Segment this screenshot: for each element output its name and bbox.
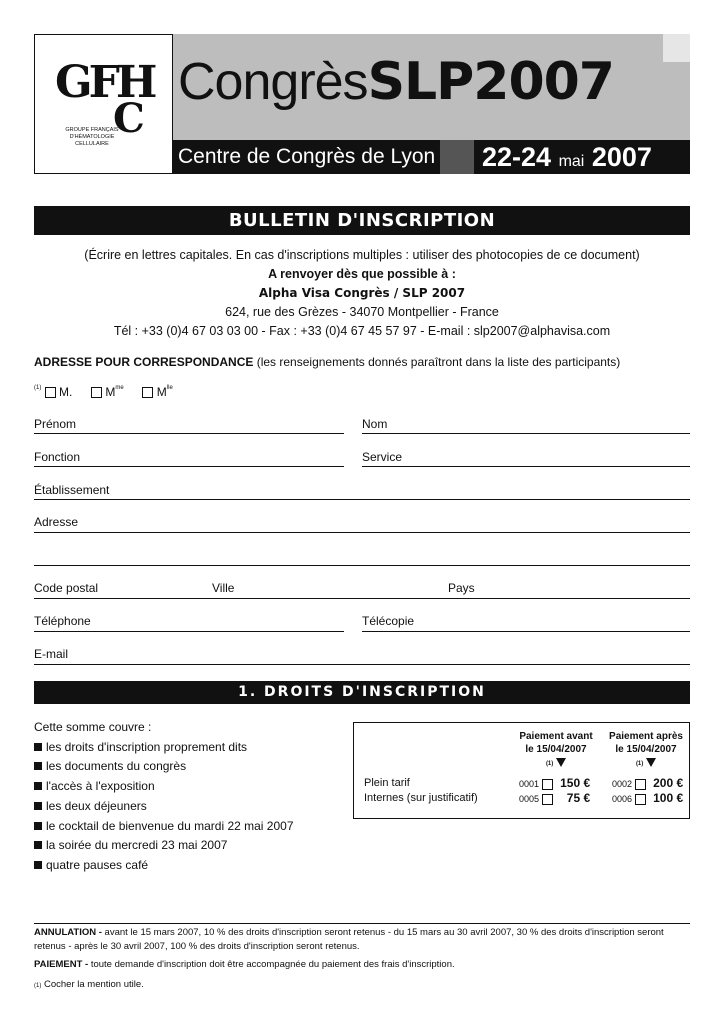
venue: Centre de Congrès de Lyon [178, 145, 436, 168]
header-corner [663, 34, 690, 62]
date-accent [440, 140, 474, 174]
civility-m: M. [59, 385, 73, 399]
annulation-text: avant le 15 mars 2007, 10 % des droits d'inscription seront retenus - du 15 mars au 30 avril 2007, 30 % des droits d'inscription seront retenus - après le 30 avril 2007, 100 % des droits d'inscription seront retenus. [34, 927, 664, 952]
bullet-icon [34, 762, 42, 770]
title-bold: SLP2007 [367, 52, 614, 112]
paiement-note [34, 958, 690, 972]
footnote-mark: (1) [34, 983, 42, 989]
footnote-mark: (1) [34, 385, 42, 391]
checkbox-mlle[interactable] [142, 387, 153, 398]
correspondence-note: (les renseignements donnés paraîtront dans la liste des participants) [256, 355, 621, 369]
row-plein-before: 0001 150 € [519, 776, 591, 790]
prenom-field[interactable] [34, 433, 344, 434]
telecopie-field[interactable] [362, 631, 690, 632]
etablissement-label: Établissement [34, 483, 110, 497]
date-year: 2007 [591, 142, 652, 172]
telephone-field[interactable] [34, 631, 344, 632]
service-label: Service [362, 450, 403, 464]
row-internes-after: 0006 100 € [612, 791, 684, 805]
checkbox-0002[interactable] [635, 779, 646, 790]
annulation-note [34, 926, 690, 954]
covers-label: Cette somme couvre : [34, 720, 152, 734]
logo-text: GROUPE FRANÇAIS D'HÉMATOLOGIE CELLULAIRE [65, 127, 119, 147]
instructions: (Écrire en lettres capitales. En cas d'inscriptions multiples : utiliser des photocopies de ce document) [84, 248, 640, 262]
prenom-label: Prénom [34, 417, 77, 431]
nom-label: Nom [362, 417, 388, 431]
logo-letter-c: C [113, 95, 145, 142]
bullet-icon [34, 802, 42, 810]
bulletin-intro [34, 246, 690, 341]
date-days: 22-24 [482, 142, 552, 172]
list-item: les droits d'inscription proprement dits [34, 738, 294, 758]
adresse-label: Adresse [34, 515, 79, 529]
bullet-icon [34, 841, 42, 849]
bulletin-title: BULLETIN D'INSCRIPTION [34, 206, 690, 235]
col-after-header: Paiement après le 15/04/2007 (1) [609, 731, 683, 767]
service-field[interactable] [362, 466, 690, 467]
logo [34, 34, 173, 174]
checkbox-0005[interactable] [542, 794, 553, 805]
code-postal-label: Code postal [34, 581, 99, 595]
col-before-header: Paiement avant le 15/04/2007 (1) [519, 731, 593, 767]
list-item: quatre pauses café [34, 856, 294, 876]
list-item: les documents du congrès [34, 757, 294, 777]
return-label: A renvoyer dès que possible à : [268, 267, 456, 281]
covers-list [34, 718, 294, 876]
paiement-text: toute demande d'inscription doit être accompagnée du paiement des frais d'inscription. [90, 959, 455, 970]
congress-title [178, 52, 614, 112]
checkbox-mme[interactable] [91, 387, 102, 398]
bullet-icon [34, 782, 42, 790]
footer-divider [34, 923, 690, 924]
paiement-label: PAIEMENT - [34, 959, 89, 970]
row-internes-label: Internes (sur justificatif) [364, 792, 478, 804]
email-label: E-mail [34, 647, 69, 661]
civility-mlle: $M^{lle}$ [156, 385, 173, 399]
bullet-icon [34, 743, 42, 751]
congress-dates [440, 140, 690, 174]
civility-mme: $M^{me}$ [105, 385, 124, 399]
code-ville-pays-field[interactable] [34, 598, 690, 599]
contact: Tél : +33 (0)4 67 03 03 00 - Fax : +33 (0)4 67 45 57 97 - E-mail : slp2007@alphavisa.com [113, 324, 611, 338]
adresse-field[interactable] [34, 532, 690, 533]
civility-options [34, 384, 173, 400]
footnote [34, 978, 690, 993]
arrow-down-icon [646, 758, 656, 767]
pays-label: Pays [448, 581, 475, 595]
row-plein-label: Plein tarif [364, 777, 410, 789]
list-item: l'accès à l'exposition [34, 777, 294, 797]
row-plein-after: 0002 200 € [612, 776, 684, 790]
row-internes-before: 0005 75 € [519, 791, 591, 805]
telephone-label: Téléphone [34, 614, 91, 628]
recipient: Alpha Visa Congrès / SLP 2007 [258, 286, 466, 300]
checkbox-m[interactable] [45, 387, 56, 398]
footnote-text: Cocher la mention utile. [43, 979, 144, 990]
list-item: le cocktail de bienvenue du mardi 22 mai 2007 [34, 817, 294, 837]
bullet-icon [34, 861, 42, 869]
checkbox-0001[interactable] [542, 779, 553, 790]
nom-field[interactable] [362, 433, 690, 434]
etablissement-field[interactable] [34, 499, 690, 500]
list-item: la soirée du mercredi 23 mai 2007 [34, 836, 294, 856]
checkbox-0006[interactable] [635, 794, 646, 805]
ville-label: Ville [212, 581, 235, 595]
date-text [482, 140, 652, 179]
logo-letters: GFH [55, 57, 154, 108]
date-month: mai [558, 153, 585, 170]
fonction-label: Fonction [34, 450, 81, 464]
telecopie-label: Télécopie [362, 614, 415, 628]
adresse-field-2[interactable] [34, 565, 690, 566]
correspondence-title: ADRESSE POUR CORRESPONDANCE [34, 355, 254, 369]
fonction-field[interactable] [34, 466, 344, 467]
arrow-down-icon [556, 758, 566, 767]
droits-title: 1. DROITS D'INSCRIPTION [34, 681, 690, 704]
bullet-icon [34, 822, 42, 830]
list-item: les deux déjeuners [34, 797, 294, 817]
title-light: Congrès [178, 53, 368, 111]
correspondence-heading [34, 355, 620, 369]
annulation-label: ANNULATION - [34, 927, 102, 938]
address: 624, rue des Grèzes - 34070 Montpellier - France [225, 305, 499, 319]
email-field[interactable] [34, 664, 690, 665]
pricing-table [353, 722, 690, 819]
